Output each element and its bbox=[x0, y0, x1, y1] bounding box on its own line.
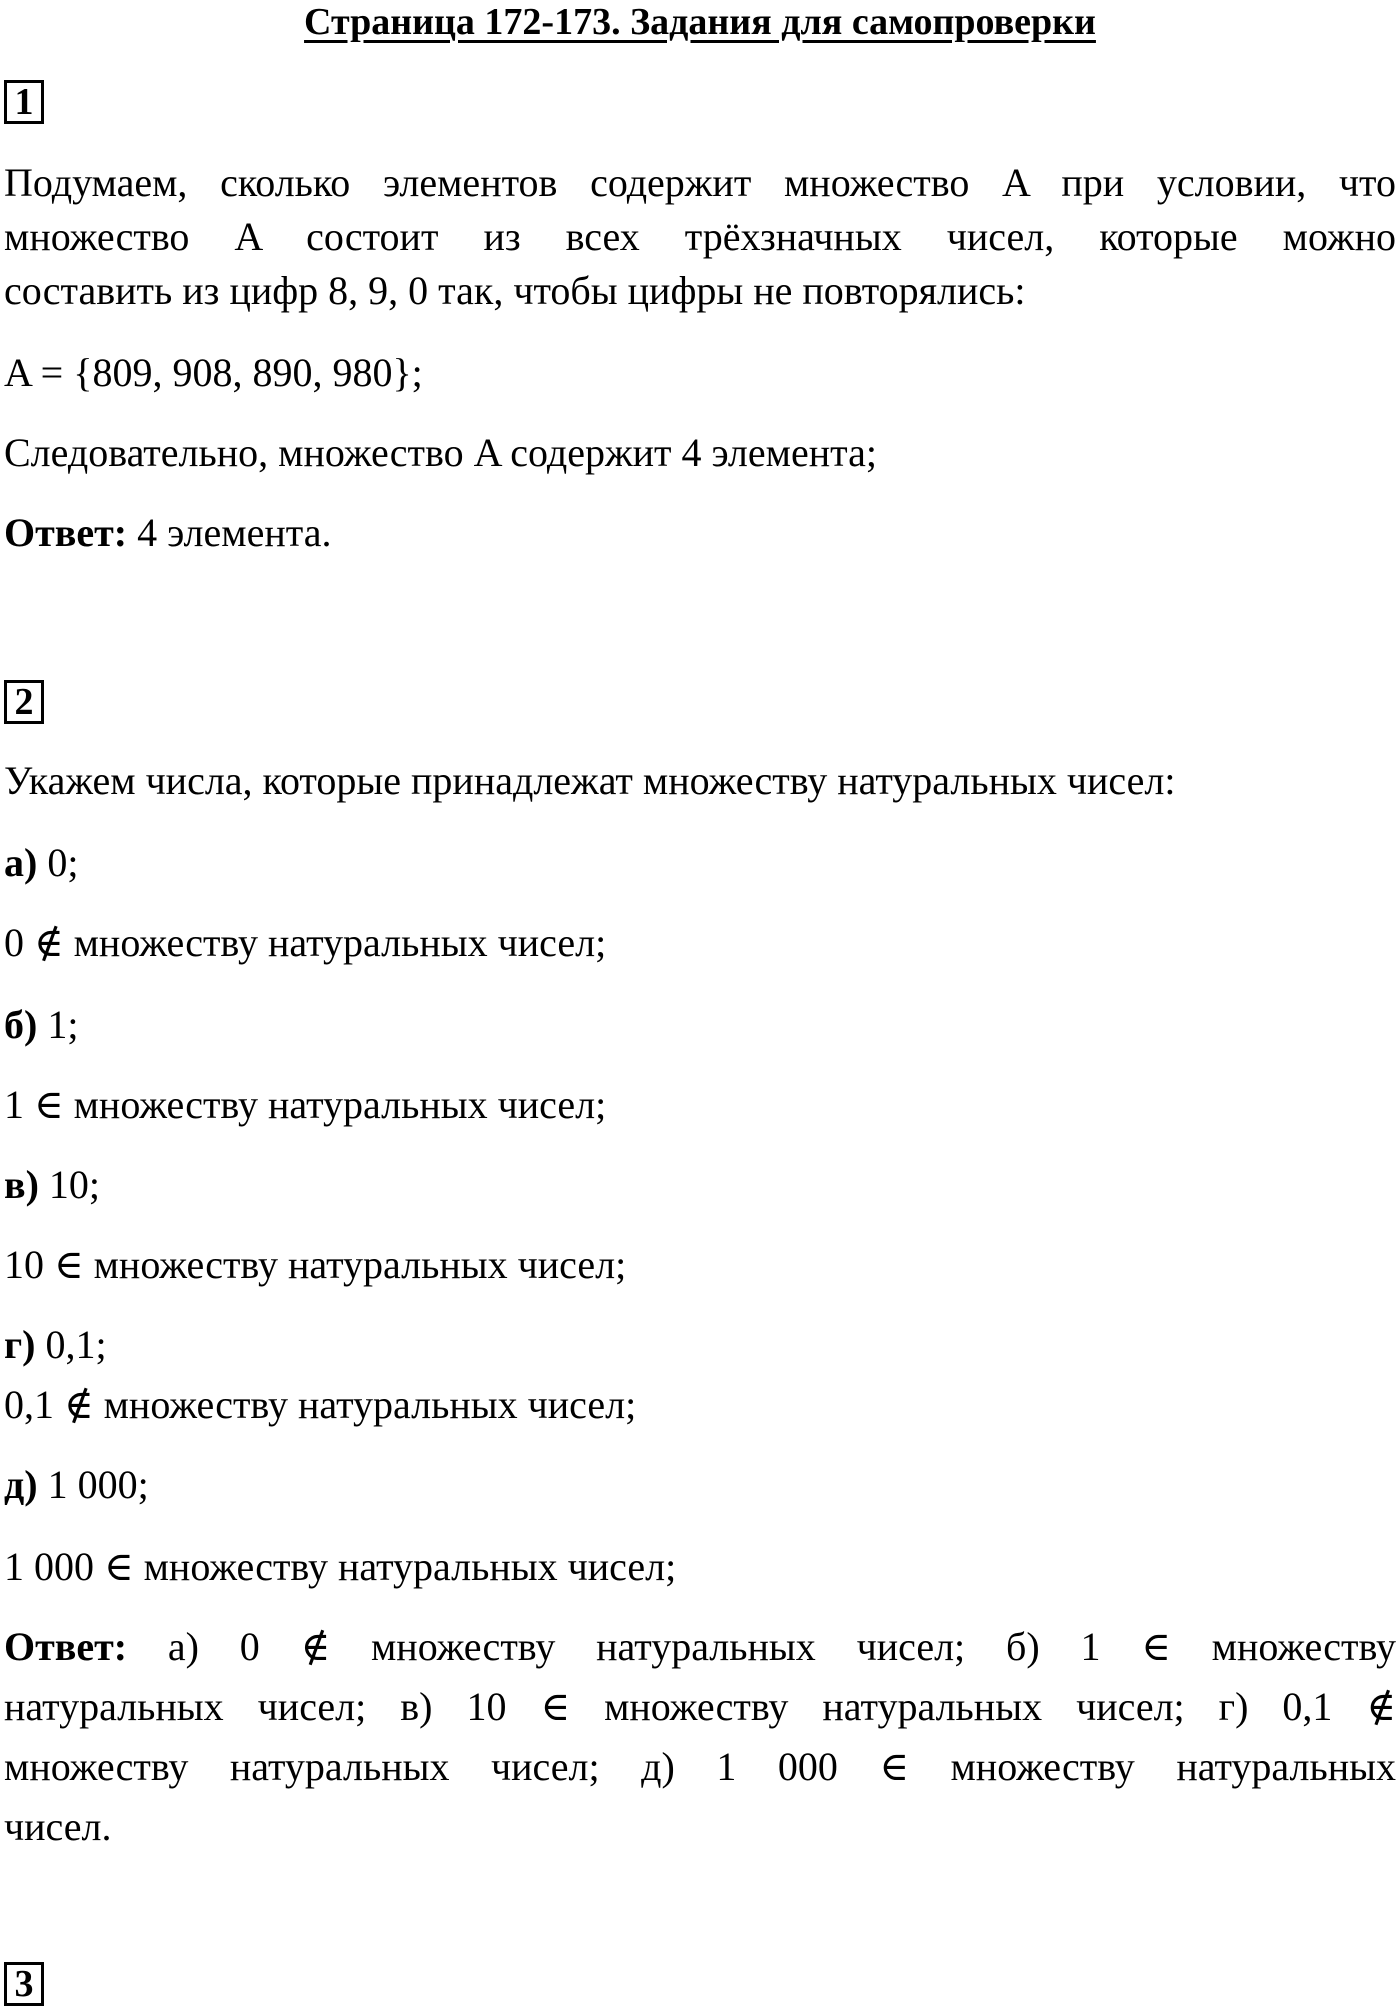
task-3-number-box: 3 bbox=[4, 1962, 44, 2006]
task-2-item-b-result: 1 ∈ множеству натуральных чисел; bbox=[4, 1082, 607, 1127]
task-2-item-d bbox=[4, 1322, 107, 1368]
page-title: Страница 172-173. Задания для самопроверки bbox=[304, 1, 1096, 43]
task-1-text-line-1: Подумаем, сколько элементов содержит множество A при условии, что bbox=[4, 160, 1396, 205]
task-2-item-d-label: г) bbox=[4, 1322, 36, 1367]
task-2-answer-line-1 bbox=[4, 1624, 1396, 1670]
task-2-answer-label: Ответ: bbox=[4, 1624, 128, 1669]
task-2-item-c-value: 10; bbox=[38, 1162, 101, 1207]
task-2-item-c-result: 10 ∈ множеству натуральных чисел; bbox=[4, 1242, 627, 1287]
task-2-item-a-value: 0; bbox=[37, 840, 79, 885]
task-2-item-e-label: д) bbox=[4, 1462, 38, 1507]
task-2-item-b-value: 1; bbox=[37, 1002, 79, 1047]
task-2-item-a-label: а) bbox=[4, 840, 38, 885]
task-2-answer-line-2: натуральных чисел; в) 10 ∈ множеству натуральных чисел; г) 0,1 ∉ bbox=[4, 1684, 1396, 1729]
task-2-item-a-result: 0 ∉ множеству натуральных чисел; bbox=[4, 920, 607, 965]
task-1-set: A = {809, 908, 890, 980}; bbox=[4, 350, 423, 395]
task-1-number-box: 1 bbox=[4, 80, 44, 124]
task-1-answer bbox=[4, 510, 331, 556]
task-2-item-d-value: 0,1; bbox=[35, 1322, 107, 1367]
task-1-answer-label: Ответ: bbox=[4, 510, 128, 555]
task-2-number-box: 2 bbox=[4, 680, 44, 724]
task-1-text-line-2: множество A состоит из всех трёхзначных чисел, которые можно bbox=[4, 214, 1396, 259]
task-2-answer-line-3: множеству натуральных чисел; д) 1 000 ∈ множеству натуральных bbox=[4, 1744, 1396, 1789]
task-2-item-e-result: 1 000 ∈ множеству натуральных чисел; bbox=[4, 1544, 677, 1589]
task-1-answer-text: 4 элемента. bbox=[127, 510, 332, 555]
task-2-item-c-label: в) bbox=[4, 1162, 39, 1207]
task-1-conclusion: Следовательно, множество A содержит 4 элемента; bbox=[4, 430, 877, 475]
task-1-text-line-3: составить из цифр 8, 9, 0 так, чтобы цифры не повторялись: bbox=[4, 268, 1026, 313]
task-2-item-d-result: 0,1 ∉ множеству натуральных чисел; bbox=[4, 1382, 637, 1427]
task-2-intro: Укажем числа, которые принадлежат множеству натуральных чисел: bbox=[4, 758, 1176, 803]
task-2-item-b-label: б) bbox=[4, 1002, 38, 1047]
task-2-item-e-value: 1 000; bbox=[37, 1462, 149, 1507]
task-2-item-a bbox=[4, 840, 78, 886]
task-2-item-b bbox=[4, 1002, 78, 1048]
task-2-answer-text-1: а) 0 ∉ множеству натуральных чисел; б) 1 ∈ множеству bbox=[127, 1624, 1396, 1669]
task-2-item-c bbox=[4, 1162, 100, 1208]
task-2-item-e bbox=[4, 1462, 149, 1508]
task-2-answer-line-4: чисел. bbox=[4, 1804, 112, 1849]
